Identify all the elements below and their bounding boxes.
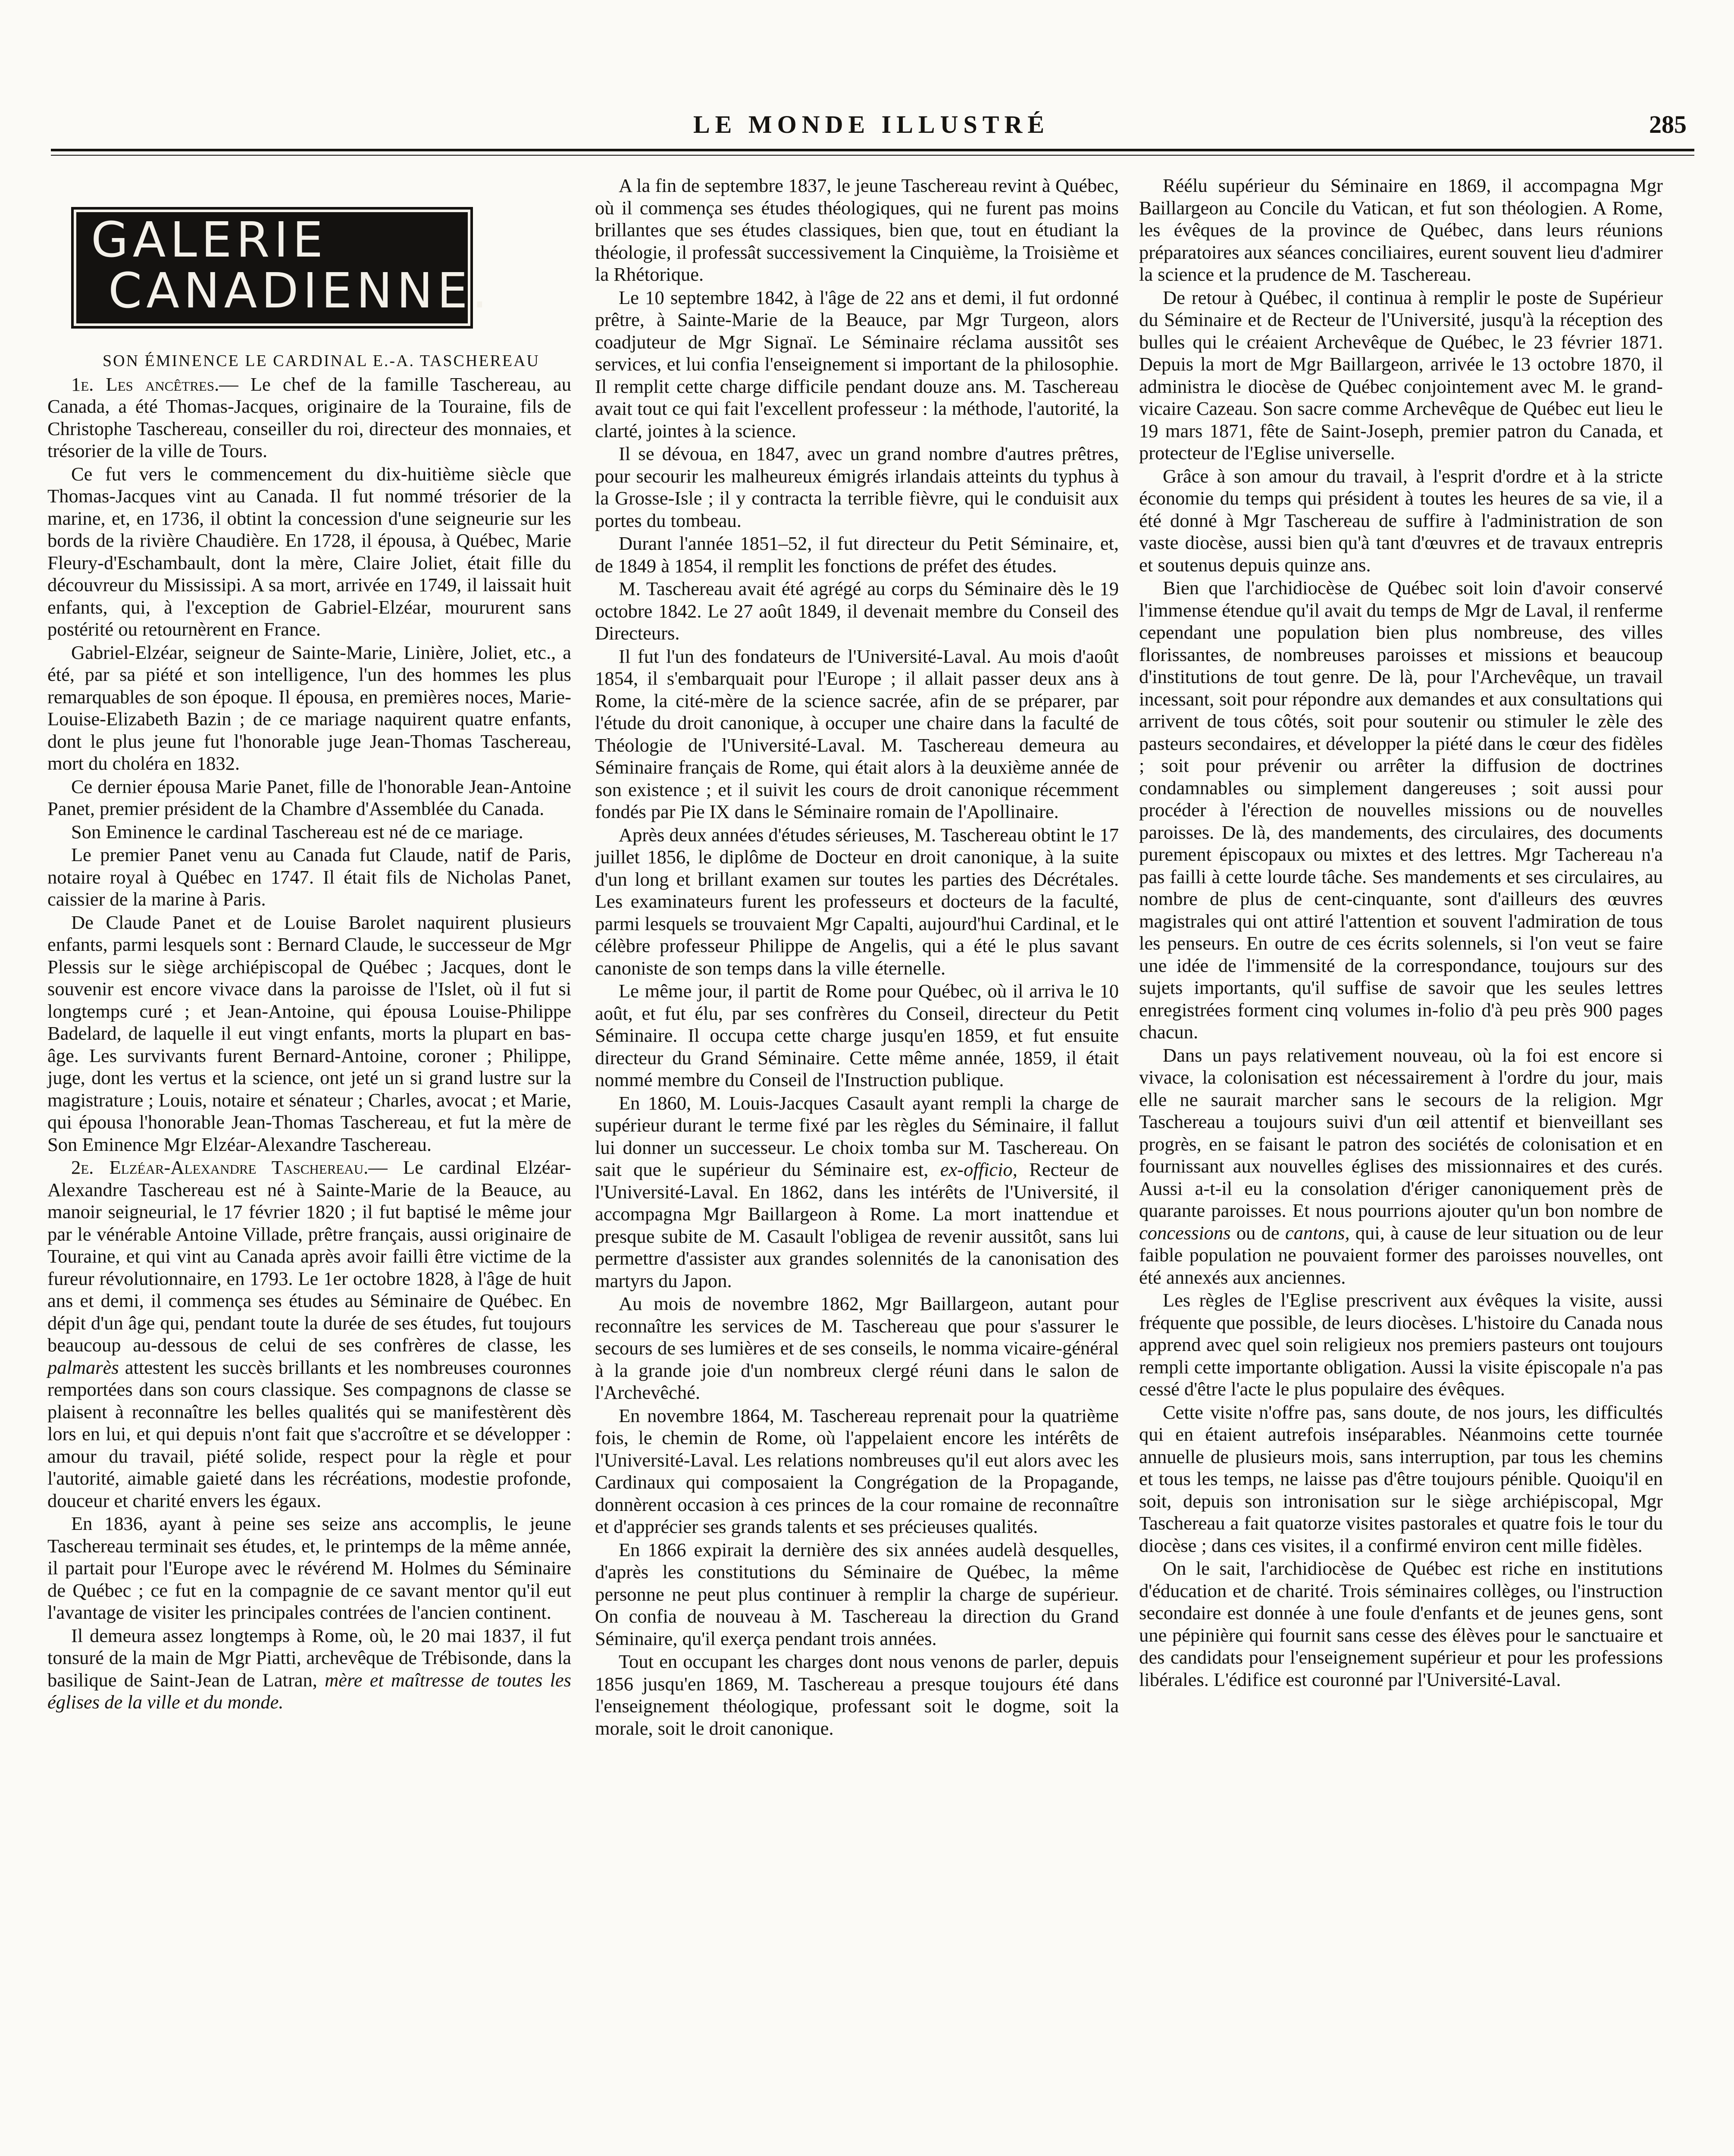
banner-line-2: CANADIENNE. bbox=[108, 263, 492, 319]
paragraph bbox=[47, 373, 571, 462]
paragraph: Cette visite n'offre pas, sans doute, de nos jours, les difficultés qui en étaient autrefois inséparables. Néanmoins cette tournée annuelle de plusieurs mois, sans interruption, par tous les chemins et tous les temps, ne laisse pas d'être toujours pénible. Quoiqu'il en soit, depuis son intronisation sur le siège archiépiscopal, Mgr Taschereau a fait quatorze visites pastorales et quatre fois le tour du diocèse ; dans ces visites, il a confirmé environ cent mille fidèles. bbox=[1139, 1401, 1663, 1556]
paragraph: En novembre 1864, M. Taschereau reprenait pour la quatrième fois, le chemin de Rome, où l'appelaient encore les intérêts de l'Université-Laval. Les relations nombreuses qu'il eut alors avec les Cardinaux qui composaient la Congrégation de la Propagande, donnèrent occasion à ces princes de la cour romaine de reconnaître et d'apprécier ses grands talents et ses précieuses qualités. bbox=[595, 1404, 1119, 1537]
paragraph: Son Eminence le cardinal Taschereau est né de ce mariage. bbox=[71, 821, 523, 843]
paragraph: Le premier Panet venu au Canada fut Claude, natif de Paris, notaire royal à Québec en 1747. Il était fils de Nicholas Panet, caissier de la marine à Paris. bbox=[47, 844, 571, 910]
column-2 bbox=[595, 175, 1119, 1739]
paragraph: Gabriel-Elzéar, seigneur de Sainte-Marie, Linière, Joliet, etc., a été, par sa piété et son intelligence, l'un des hommes les plus remarquables de son époque. Il épousa, en premières noces, Marie-Louise-Elizabeth Bazin ; de ce mariage naquirent quatre enfants, dont le plus jeune fut l'honorable juge Jean-Thomas Taschereau, mort du choléra en 1832. bbox=[47, 641, 571, 774]
paragraph-text: qui, à cause de leur situation ou de leur faible population ne pouvaient former des paroisses nouvelles, ont été annexés aux anciennes. bbox=[1139, 1222, 1663, 1288]
paragraph: Réélu supérieur du Séminaire en 1869, il accompagna Mgr Baillargeon au Concile du Vatican, et fut son théologien. A Rome, les évêques de la province de Québec, dans leurs réunions préparatoires aux séances conciliaires, eurent souvent lieu d'admirer la science et la prudence de M. Taschereau. bbox=[1139, 175, 1663, 285]
paragraph: Ce fut vers le commencement du dix-huitième siècle que Thomas-Jacques vint au Canada. Il fut nommé trésorier de la marine, et, en 1736, il obtint la concession d'une seigneurie sur les bords de la rivière Chaudière. En 1728, il épousa, à Québec, Marie Fleury-d'Eschambault, dont la mère, Claire Joliet, était fille du découvreur du Mississipi. A sa mort, arrivée en 1749, il laissait huit enfants, qui, à l'exception de Gabriel-Elzéar, moururent sans postérité ou retournèrent en France. bbox=[47, 463, 571, 640]
paragraph: Après deux années d'études sérieuses, M. Taschereau obtint le 17 juillet 1856, le diplôme de Docteur en droit canonique, à la suite d'un long et brillant examen sur toutes les parties des Décrétales. Les examinateurs furent les professeurs et docteurs de la faculté, parmi lesquels se trouvaient Mgr Capalti, aujourd'hui Cardinal, et le célèbre professeur Philippe de Angelis, qui a été le plus savant canoniste de son temps dans la ville éternelle. bbox=[595, 824, 1119, 979]
paragraph bbox=[595, 1092, 1119, 1292]
column-3 bbox=[1139, 175, 1663, 1691]
banner-line-1: GALERIE bbox=[91, 212, 328, 268]
paragraph: Grâce à son amour du travail, à l'esprit d'ordre et à la stricte économie du temps qui président à toutes les heures de sa vie, il a été donné à Mgr Taschereau de suffire à l'administration de son vaste diocèse, aussi bien qu'à tant d'œuvres et de travaux entrepris et soutenus depuis quinze ans. bbox=[1139, 465, 1663, 576]
running-head bbox=[56, 110, 1687, 149]
paragraph: En 1866 expirait la dernière des six années audelà desquelles, d'après les constitutions du Séminaire de Québec, la même personne ne peut plus continuer à remplir la charge de supérieur. On confia de nouveau à M. Taschereau la direction du Grand Séminaire, qu'il exerça pendant trois années. bbox=[595, 1539, 1119, 1649]
paragraph: Les règles de l'Eglise prescrivent aux évêques la visite, aussi fréquente que possible, de leurs diocèses. L'histoire du Canada nous apprend avec quel soin religieux nos premiers pasteurs ont toujours rempli cette importante obligation. Aussi la visite épiscopale n'a pas cessé d'être l'acte le plus populaire des évêques. bbox=[1139, 1289, 1663, 1400]
paragraph-text: Recteur de l'Université-Laval. En 1862, dans les intérêts de l'Université, il accompagna Mgr Baillargeon à Rome. La mort inattendue et presque subite de M. Casault l'obligea de revenir aussitôt, sans lui permettre d'assister aux grandes solennités de la canonisation des martyrs du Japon. bbox=[595, 1159, 1119, 1291]
italic-term: cantons, bbox=[1285, 1222, 1350, 1244]
paragraph bbox=[47, 1156, 571, 1512]
section-lead: 1e. Les ancêtres. bbox=[71, 373, 219, 395]
paragraph bbox=[1139, 1044, 1663, 1289]
paragraph-text: Dans un pays relativement nouveau, où la foi est encore si vivace, la colonisation est nécessairement à l'ordre du jour, mais elle ne saurait marcher sans le secours de la religion. Mgr Taschereau a toujours suivi d'un œil attentif et bienveillant ses progrès, en se faisant le patron des sociétés de colonisation et en fournissant aux nouvelles églises des missionnaires et des curés. Aussi a-t-il eu la consolation d'ériger canoniquement près de quarante paroisses. Et nous pourrions ajouter qu'un bon nombre de bbox=[1139, 1044, 1663, 1221]
paragraph-text: — Le chef de la famille Taschereau, au Canada, a été Thomas-Jacques, originaire de la Touraine, fils de Christophe Taschereau, conseiller du roi, directeur des monnaies, et trésorier de la ville de Tours. bbox=[47, 373, 571, 461]
paragraph bbox=[47, 1625, 571, 1714]
paragraph: A la fin de septembre 1837, le jeune Taschereau revint à Québec, où il commença ses études théologiques, qui ne furent pas moins brillantes que ses études classiques, bien que, tout en étudiant la théologie, il professât successivement la Cinquième, la Troisième et la Rhétorique. bbox=[595, 175, 1119, 285]
italic-phrase: mère et maîtresse de toutes les églises de la ville et du monde. bbox=[47, 1669, 571, 1713]
italic-term: ex-officio, bbox=[940, 1159, 1017, 1180]
paragraph: M. Taschereau avait été agrégé au corps du Séminaire dès le 19 octobre 1842. Le 27 août 1849, il devenait membre du Conseil des Directeurs. bbox=[595, 578, 1119, 644]
paragraph: De Claude Panet et de Louise Barolet naquirent plusieurs enfants, parmi lesquels sont : Bernard Claude, le successeur de Mgr Plessis sur le siège archiépiscopal de Québec ; Jacques, dont le souvenir est encore vivace dans la paroisse de l'Islet, où il fut si longtemps curé ; et Jean-Antoine, qui épousa Louise-Philippe Badelard, de laquelle il eut vingt enfants, morts la plupart en bas-âge. Les survivants furent Bernard-Antoine, coroner ; Philippe, juge, dont les vertus et la science, ont jeté un si grand lustre sur la magistrature ; Louis, notaire et sénateur ; Charles, avocat ; et Marie, qui épousa l'honorable Jean-Thomas Taschereau, et fut la mère de Son Eminence Mgr Elzéar-Alexandre Taschereau. bbox=[47, 911, 571, 1155]
paragraph: On le sait, l'archidiocèse de Québec est riche en institutions d'éducation et de charité. Trois séminaires collèges, ou l'instruction secondaire est donnée à une foule d'enfants et de jeunes gens, sont une pépinière qui fournit sans cesse des élèves pour le sanctuaire et des candidats pour l'enseignement supérieur et pour les professions libérales. L'édifice est couronné par l'Université-Laval. bbox=[1139, 1557, 1663, 1690]
paragraph-text: attestent les succès brillants et les nombreuses couronnes remportées dans son cours classique. Ses compagnons de classe se plaisent à reconnaître les belles qualités qui se manifestèrent dès lors en lui, et qui depuis n'ont fait que s'accroître et se développer : amour du travail, piété solide, respect pour la règle et pour l'autorité, aimable gaieté dans les récréations, modestie profonde, douceur et charité envers les égaux. bbox=[47, 1356, 572, 1511]
page-number: 285 bbox=[1649, 110, 1687, 138]
header-rule bbox=[51, 149, 1694, 156]
italic-term: palmarès bbox=[47, 1356, 119, 1378]
paragraph: Il se dévoua, en 1847, avec un grand nombre d'autres prêtres, pour secourir les malheureux émigrés irlandais atteints du typhus à la Grosse-Isle ; il y contracta la terrible fièvre, qui le conduisit aux portes du tombeau. bbox=[595, 443, 1119, 531]
paragraph: Durant l'année 1851–52, il fut directeur du Petit Séminaire, et, de 1849 à 1854, il remplit les fonctions de préfet des études. bbox=[595, 533, 1119, 577]
paragraph-text: Il demeura assez longtemps à Rome, où, le 20 mai 1837, il fut tonsuré de la main de Mgr Piatti, archevêque de Trébisonde, dans la basilique de Saint-Jean de Latran, bbox=[47, 1624, 571, 1691]
section-lead: 2e. Elzéar-Alexandre Taschereau. bbox=[71, 1156, 369, 1178]
paragraph: Le même jour, il partit de Rome pour Québec, où il arriva le 10 août, et fut élu, par ses confrères du Conseil, directeur du Petit Séminaire. Il occupa cette charge jusqu'en 1859, et fut ensuite directeur du Grand Séminaire. Cette même année, 1859, il était nommé membre du Conseil de l'Instruction publique. bbox=[595, 980, 1119, 1091]
running-title: LE MONDE ILLUSTRÉ bbox=[693, 110, 1050, 138]
paragraph: De retour à Québec, il continua à remplir le poste de Supérieur du Séminaire et de Recteur de l'Université, jusqu'à la réception des bulles qui le créaient Archevêque de Québec, le 23 février 1871. Depuis la mort de Mgr Baillargeon, arrivée le 13 octobre 1870, il administra le diocèse de Québec conjointement avec M. le grand-vicaire Cazeau. Son sacre comme Archevêque de Québec eut lieu le 19 mars 1871, fête de Saint-Joseph, premier patron du Canada, et protecteur de l'Eglise universelle. bbox=[1139, 286, 1663, 464]
paragraph: Le 10 septembre 1842, à l'âge de 22 ans et demi, il fut ordonné prêtre, à Sainte-Marie de la Beauce, par Mgr Turgeon, alors coadjuteur de Mgr Signaï. Le Séminaire réclama aussitôt ses services, et lui confia l'enseignement si important de la philosophie. Il remplit cette charge difficile pendant douze ans. M. Taschereau avait tout ce qui fait l'excellent professeur : la méthode, l'autorité, la clarté, jointes à la science. bbox=[595, 286, 1119, 442]
paragraph: En 1836, ayant à peine ses seize ans accomplis, le jeune Taschereau terminait ses études, et, le printemps de la même année, il partait pour l'Europe avec le révérend M. Holmes du Séminaire de Québec ; ce fut en la compagnie de ce savant mentor qu'il eut l'avantage de visiter les principales contrées de l'ancien continent. bbox=[47, 1513, 571, 1623]
paragraph: Au mois de novembre 1862, Mgr Baillargeon, autant pour reconnaître les services de M. Taschereau que pour s'assurer le secours de ses lumières et de ses conseils, le nomma vicaire-général à la grande joie d'un nombreux clergé réuni dans le salon de l'Archevêché. bbox=[595, 1293, 1119, 1403]
paragraph: Il fut l'un des fondateurs de l'Université-Laval. Au mois d'août 1854, il s'embarquait pour l'Europe ; il allait passer deux ans à Rome, la cité-mère de la science sacrée, afin de se préparer, par l'étude du droit canonique, à occuper une chaire dans la faculté de Théologie de l'Université-Laval. M. Taschereau demeura au Séminaire français de Rome, qui était alors à la deuxième année de son existence ; et il suivit les cours de droit canonique récemment fondés par Pie IX dans le Séminaire romain de l'Apollinaire. bbox=[595, 645, 1119, 822]
column-1 bbox=[47, 198, 571, 1714]
italic-term: concessions bbox=[1139, 1222, 1231, 1244]
paragraph-text: ou de bbox=[1236, 1222, 1280, 1244]
paragraph-text: En 1860, M. Louis-Jacques Casault ayant rempli la charge de supérieur durant le terme fixé par les règles du Séminaire, il fallut lui donner un successeur. Le choix tomba sur M. Taschereau. On sait que le supérieur du Séminaire est, bbox=[595, 1092, 1119, 1180]
paragraph: Ce dernier épousa Marie Panet, fille de l'honorable Jean-Antoine Panet, premier président de la Chambre d'Assemblée du Canada. bbox=[47, 775, 571, 819]
article-heading: SON ÉMINENCE LE CARDINAL E.-A. TASCHEREAU bbox=[103, 352, 540, 370]
paragraph: Bien que l'archidiocèse de Québec soit loin d'avoir conservé l'immense étendue qu'il avait du temps de Mgr de Laval, il renferme cependant une population bien plus nombreuse, des villes florissantes, de nombreuses paroisses et missions et beaucoup d'institutions de tout genre. De là, pour l'Archevêque, un travail incessant, soit pour répondre aux demandes et aux consultations qui arrivent de tous côtés, soit pour soutenir ou stimuler le zèle des pasteurs secondaires, et développer la piété dans le cœur des fidèles ; soit pour prévenir ou arrêter la diffusion de doctrines condamnables ou simplement dangereuses ; soit aussi pour procéder à l'érection de nouvelles missions ou de nouvelles paroisses. De là, des mandements, des circulaires, des documents purement épiscopaux ou mixtes et des lettres. Mgr Tachereau n'a pas failli à cette lourde tâche. Ses mandements et ses circulaires, au nombre de plus de cent-cinquante, sont d'ailleurs des œuvres magistrales qui ont attiré l'attention et souvent l'admiration de tous les penseurs. En outre de ces écrits solennels, si l'on veut se faire une idée de l'immensité de la correspondance, toujours sur des sujets importants, qu'il suffise de savoir que les seules lettres enregistrées forment cinq volumes in-folio d'à peu près 900 pages chacun. bbox=[1139, 577, 1663, 1043]
galerie-canadienne-banner bbox=[71, 207, 492, 329]
paragraph: Tout en occupant les charges dont nous venons de parler, depuis 1856 jusqu'en 1869, M. Taschereau a presque toujours été dans l'enseignement théologique, professant soit le dogme, soit la morale, soit le droit canonique. bbox=[595, 1651, 1119, 1739]
paragraph-text: — Le cardinal Elzéar-Alexandre Taschereau est né à Sainte-Marie de la Beauce, au manoir seigneurial, le 17 février 1820 ; il fut baptisé le même jour par le vénérable Antoine Villade, prêtre français, aussi originaire de Touraine, et qui vint au Canada après avoir failli être victime de la fureur révolutionnaire, en 1793. Le 1er octobre 1828, à l'âge de huit ans et demi, il commença ses études au Séminaire de Québec. En dépit d'un âge qui, pendant toute la durée de ses études, fut toujours beaucoup au-dessous de celui de ses confrères de classe, les bbox=[47, 1156, 572, 1356]
